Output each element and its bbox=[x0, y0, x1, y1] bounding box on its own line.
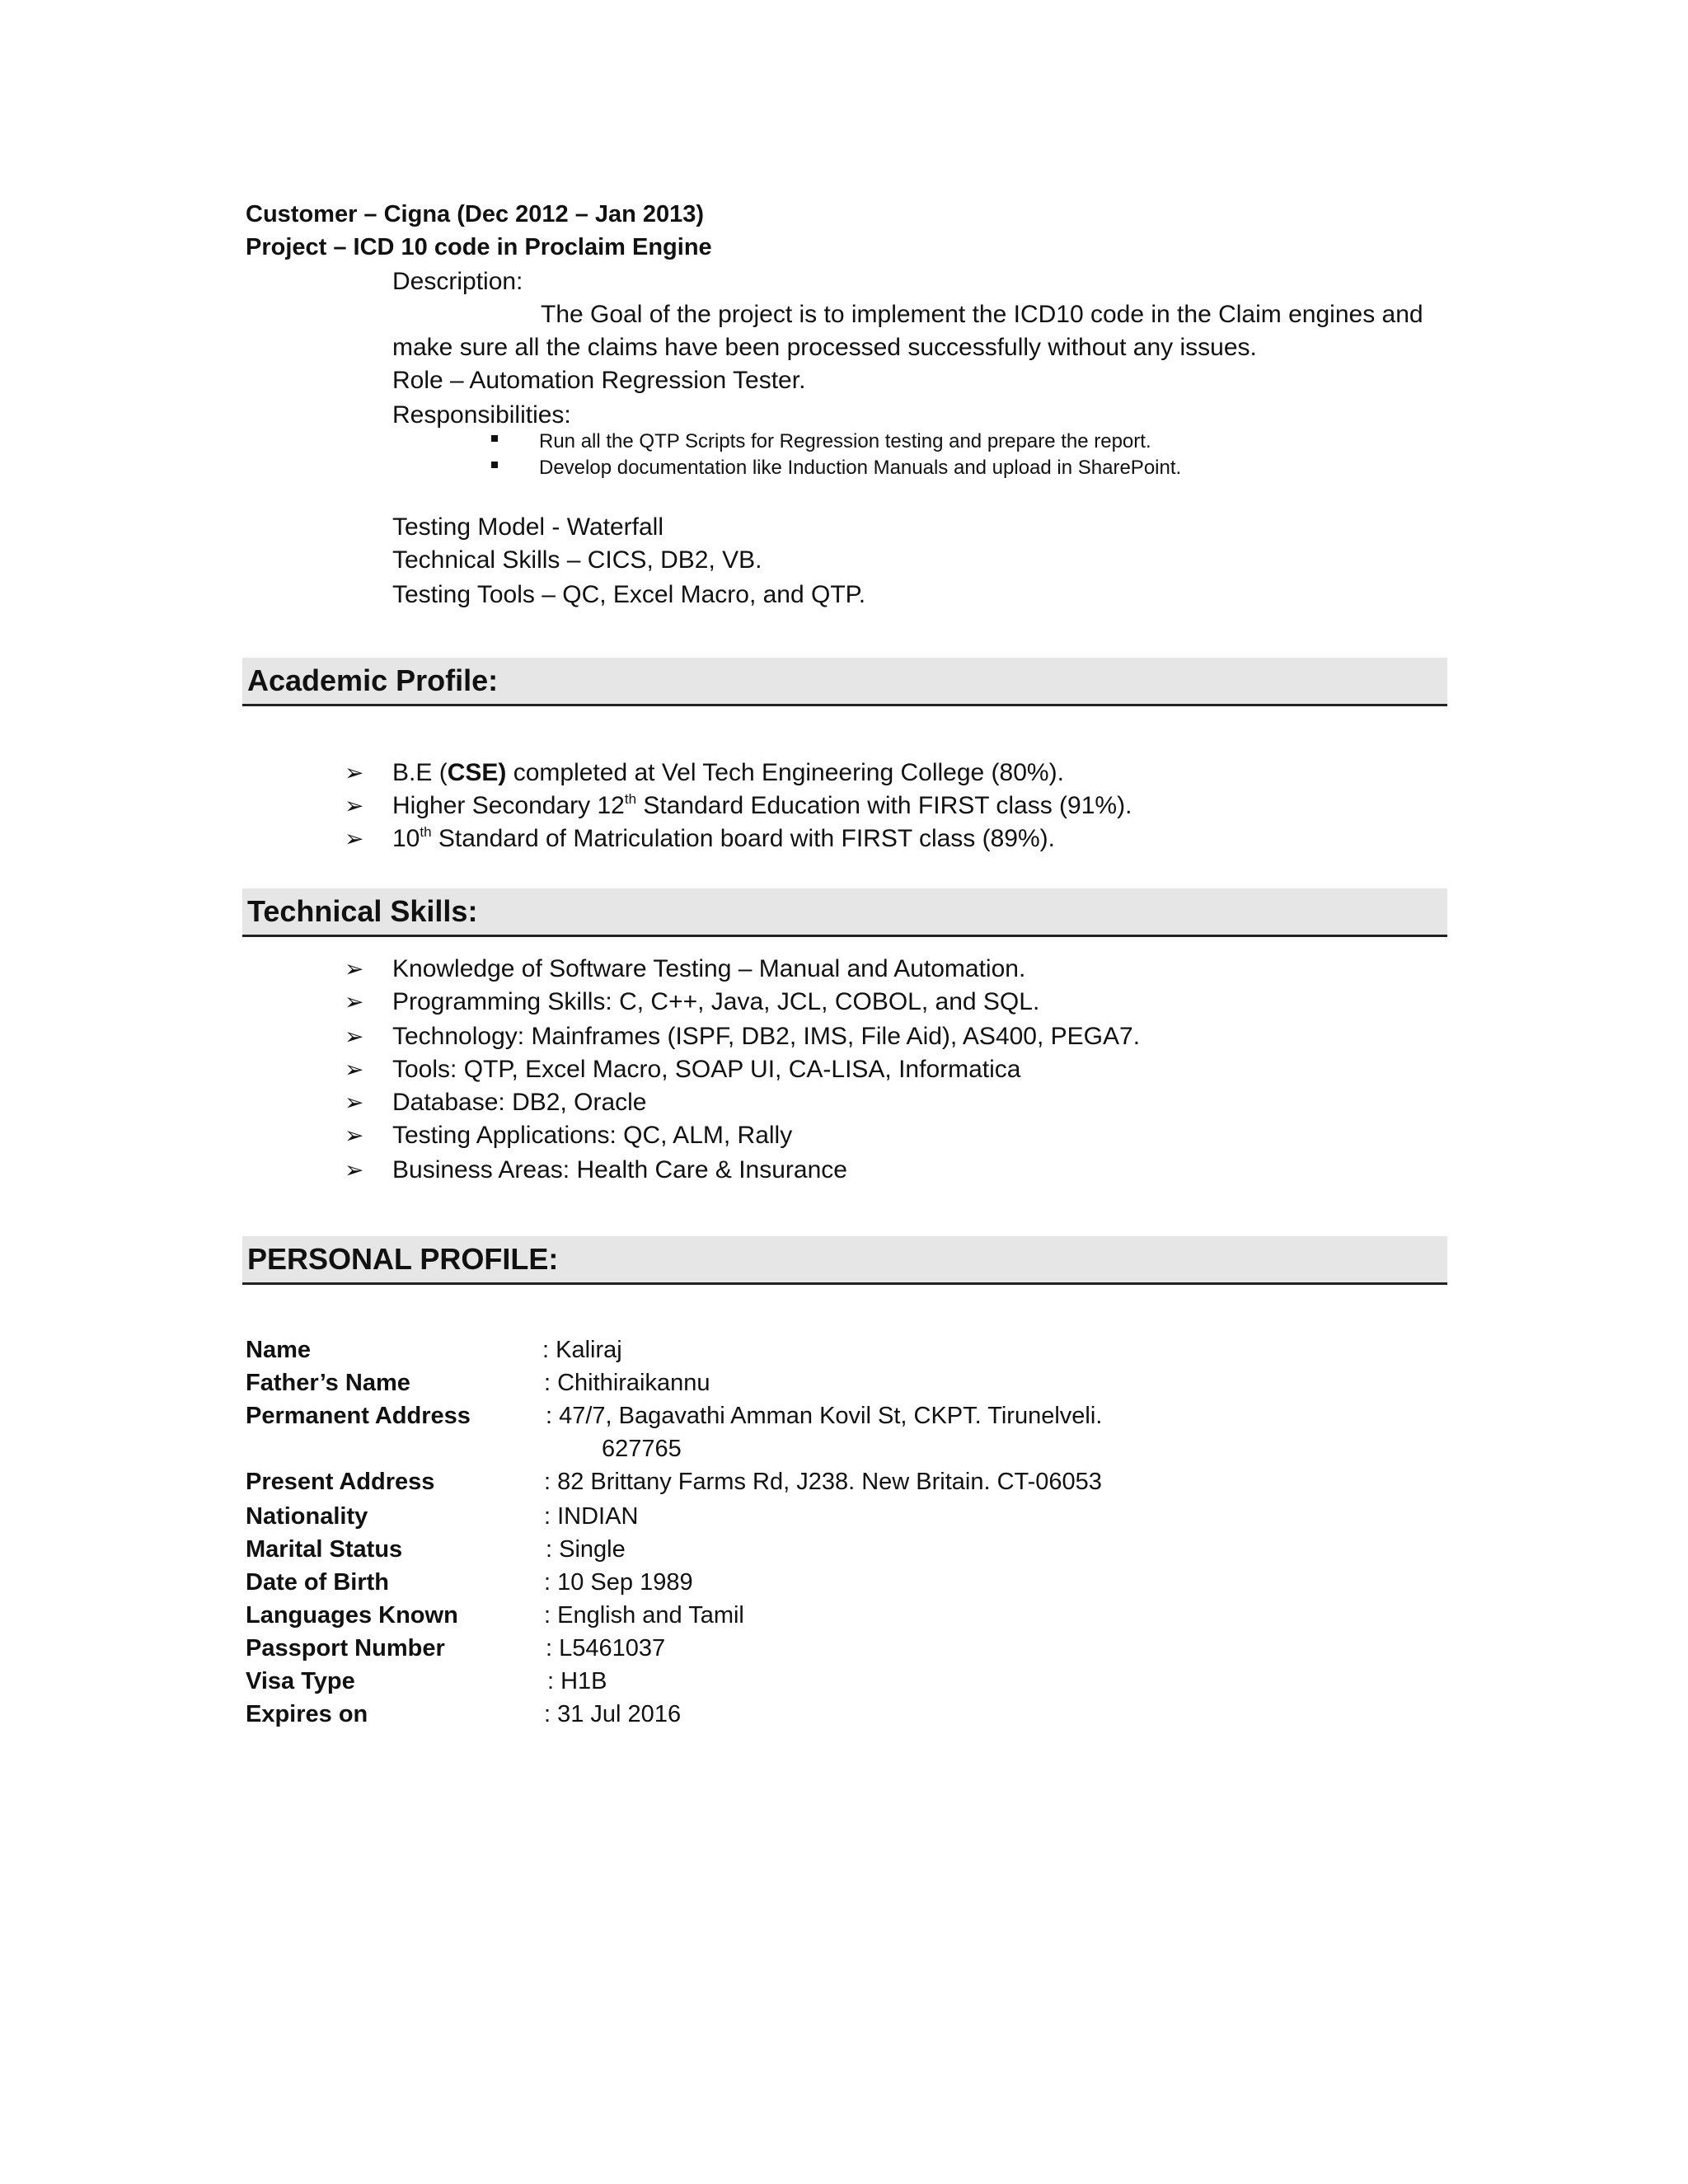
arrow-bullet-icon: ➢ bbox=[345, 826, 364, 851]
personal-profile-title: PERSONAL PROFILE: bbox=[247, 1242, 559, 1276]
academic-item-hsc: Higher Secondary 12th Standard Education with FIRST class (91%). bbox=[392, 791, 1132, 819]
field-label-languages: Languages Known bbox=[246, 1602, 458, 1629]
academic-profile-title: Academic Profile: bbox=[247, 663, 499, 697]
field-label-expires-on: Expires on bbox=[246, 1701, 368, 1727]
personal-profile-header bbox=[242, 1236, 1447, 1285]
technical-skill-item: Programming Skills: C, C++, Java, JCL, COBOL, and SQL. bbox=[392, 988, 1040, 1015]
arrow-bullet-icon: ➢ bbox=[345, 1024, 364, 1049]
arrow-bullet-icon: ➢ bbox=[345, 1057, 364, 1082]
arrow-bullet-icon: ➢ bbox=[345, 1157, 364, 1183]
arrow-bullet-icon: ➢ bbox=[345, 1122, 364, 1148]
field-label-name: Name bbox=[246, 1337, 311, 1363]
field-label-nationality: Nationality bbox=[246, 1503, 368, 1530]
field-value-expires-on: : 31 Jul 2016 bbox=[544, 1701, 682, 1727]
technical-skill-item: Tools: QTP, Excel Macro, SOAP UI, CA-LISA, Informatica bbox=[392, 1056, 1021, 1083]
testing-model-line: Testing Model - Waterfall bbox=[392, 513, 664, 541]
square-bullet-icon bbox=[491, 431, 498, 446]
field-label-passport: Passport Number bbox=[246, 1635, 445, 1661]
field-label-dob: Date of Birth bbox=[246, 1569, 389, 1596]
responsibility-item: Develop documentation like Induction Manuals and upload in SharePoint. bbox=[539, 457, 1182, 479]
field-label-visa-type: Visa Type bbox=[246, 1668, 355, 1694]
responsibilities-label: Responsibilities: bbox=[392, 401, 571, 429]
role-line: Role – Automation Regression Tester. bbox=[392, 367, 806, 394]
arrow-bullet-icon: ➢ bbox=[345, 956, 364, 982]
technical-skill-item: Business Areas: Health Care & Insurance bbox=[392, 1156, 847, 1183]
field-label-permanent-address: Permanent Address bbox=[246, 1403, 471, 1429]
technical-skill-item: Database: DB2, Oracle bbox=[392, 1089, 647, 1116]
technical-skills-line: Technical Skills – CICS, DB2, VB. bbox=[392, 546, 762, 574]
field-value-name: : Kaliraj bbox=[542, 1337, 622, 1363]
field-value-languages: : English and Tamil bbox=[544, 1602, 744, 1629]
academic-item-sslc: 10th Standard of Matriculation board with FIRST class (89%). bbox=[392, 824, 1055, 852]
technical-skills-title: Technical Skills: bbox=[247, 894, 478, 928]
academic-item-be: B.E (CSE) completed at Vel Tech Engineering College (80%). bbox=[392, 759, 1064, 786]
description-label: Description: bbox=[392, 268, 523, 295]
customer-line: Customer – Cigna (Dec 2012 – Jan 2013) bbox=[246, 201, 705, 227]
field-value-visa-type: : H1B bbox=[547, 1668, 607, 1694]
field-value-present-address: : 82 Brittany Farms Rd, J238. New Britain. CT-06053 bbox=[544, 1469, 1102, 1495]
testing-tools-line: Testing Tools – QC, Excel Macro, and QTP. bbox=[392, 581, 866, 608]
arrow-bullet-icon: ➢ bbox=[345, 989, 364, 1015]
technical-skill-item: Knowledge of Software Testing – Manual and Automation. bbox=[392, 955, 1026, 982]
field-value-father: : Chithiraikannu bbox=[544, 1370, 710, 1396]
field-value-permanent-address-pin: 627765 bbox=[602, 1436, 682, 1462]
field-value-permanent-address: : 47/7, Bagavathi Amman Kovil St, CKPT. Tirunelveli. bbox=[546, 1403, 1103, 1429]
academic-profile-header bbox=[242, 658, 1447, 706]
field-label-present-address: Present Address bbox=[246, 1469, 435, 1495]
field-label-marital-status: Marital Status bbox=[246, 1536, 403, 1563]
description-line-2: make sure all the claims have been processed successfully without any issues. bbox=[392, 334, 1257, 361]
responsibility-item: Run all the QTP Scripts for Regression testing and prepare the report. bbox=[539, 430, 1151, 452]
technical-skills-header bbox=[242, 888, 1447, 937]
arrow-bullet-icon: ➢ bbox=[345, 793, 364, 818]
technical-skill-item: Technology: Mainframes (ISPF, DB2, IMS, File Aid), AS400, PEGA7. bbox=[392, 1023, 1141, 1050]
field-value-marital-status: : Single bbox=[546, 1536, 626, 1563]
arrow-bullet-icon: ➢ bbox=[345, 1090, 364, 1115]
arrow-bullet-icon: ➢ bbox=[345, 760, 364, 785]
square-bullet-icon bbox=[491, 457, 498, 472]
field-value-nationality: : INDIAN bbox=[544, 1503, 639, 1530]
technical-skill-item: Testing Applications: QC, ALM, Rally bbox=[392, 1122, 793, 1149]
project-line: Project – ICD 10 code in Proclaim Engine bbox=[246, 234, 712, 260]
field-label-father: Father’s Name bbox=[246, 1370, 410, 1396]
field-value-passport: : L5461037 bbox=[546, 1635, 666, 1661]
field-value-dob: : 10 Sep 1989 bbox=[544, 1569, 693, 1596]
description-line-1: The Goal of the project is to implement the ICD10 code in the Claim engines and bbox=[541, 301, 1423, 328]
